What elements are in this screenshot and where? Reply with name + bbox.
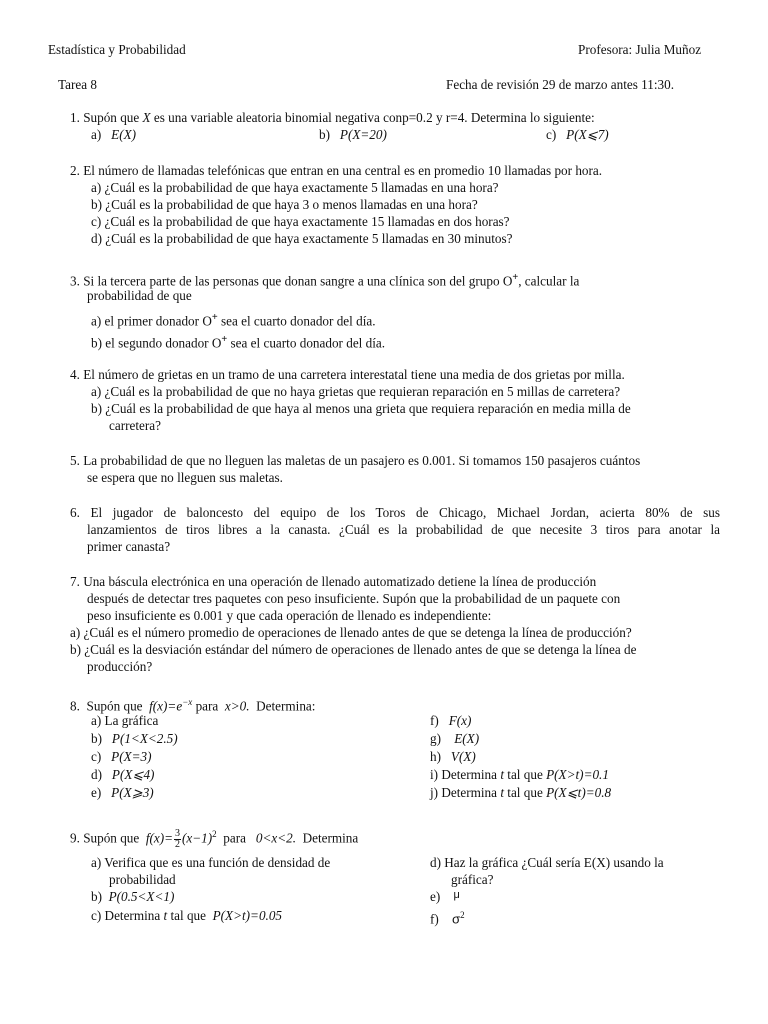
question-1-stem: 1. Supón que X es una variable aleatoria binomial negativa conp=0.2 y r=4. Determina lo siguiente: [70, 110, 595, 125]
question-2-item-b: b) ¿Cuál es la probabilidad de que haya 3 o menos llamadas en una hora? [91, 197, 478, 212]
question-5-stem-cont: se espera que no lleguen sus maletas. [87, 470, 283, 485]
question-8-item-h: h) V(X) [430, 749, 476, 764]
question-2-item-c: c) ¿Cuál es la probabilidad de que haya exactamente 15 llamadas en dos horas? [91, 214, 510, 229]
question-8-item-j: j) Determina t tal que P(X⩽t)=0.8 [430, 785, 612, 800]
question-9-item-f: f) $\sigma^2$ [430, 910, 465, 927]
question-7-item-b-cont: producción? [87, 659, 153, 674]
question-1-item-b: b) P(X=20) [319, 127, 387, 142]
question-2-item-d: d) ¿Cuál es la probabilidad de que haya exactamente 5 llamadas en 30 minutos? [91, 231, 513, 246]
question-8-item-d: d) P(X⩽4) [91, 767, 155, 782]
question-8-item-c: c) P(X=3) [91, 749, 152, 764]
question-2-stem: 2. El número de llamadas telefónicas que entran en una central es en promedio 10 llamadas por hora. [70, 163, 603, 178]
fraction-three-halves: $\frac{3}{2}$ [175, 827, 181, 850]
question-2-item-a: a) ¿Cuál es la probabilidad de que haya exactamente 5 llamadas en una hora? [91, 180, 499, 195]
assignment-title: Tarea 8 [58, 77, 97, 92]
question-8-stem: 8. Supón que $f(x)=e^{-x}$ para x>0. Determina: [70, 697, 316, 714]
question-9-item-d-cont: gráfica? [451, 872, 494, 887]
question-7-item-a: a) ¿Cuál es el número promedio de operaciones de llenado antes de que se detenga la línea de producción? [70, 625, 632, 640]
question-6-line-1: 6. El jugador de baloncesto del equipo de los Toros de Chicago, Michael Jordan, acierta 80% de sus [70, 505, 720, 520]
question-8-item-a: a) La gráfica [91, 713, 159, 728]
question-3-item-b: b) el segundo donador O+ sea el cuarto donador del día. [91, 334, 386, 351]
due-date: Fecha de revisión 29 de marzo antes 11:30. [446, 77, 675, 92]
question-8-item-b: b) P(1<X<2.5) [91, 731, 178, 746]
question-3-item-a: a) el primer donador O+ sea el cuarto donador del día. [91, 312, 376, 329]
course-title: Estadística y Probabilidad [48, 42, 186, 57]
question-3-stem-cont: probabilidad de que [87, 288, 192, 303]
question-4-item-b-cont: carretera? [109, 418, 161, 433]
question-5-stem: 5. La probabilidad de que no lleguen las maletas de un pasajero es 0.001. Si tomamos 150 pasajeros cuántos [70, 453, 641, 468]
question-8-item-f: f) F(x) [430, 713, 472, 728]
teacher-name: Profesora: Julia Muñoz [578, 42, 702, 57]
question-6-line-2: lanzamientos de tiros libres a la canasta. ¿Cuál es la probabilidad de que necesite 3 tiros para anotar la [87, 522, 720, 537]
question-9-item-a-cont: probabilidad [109, 872, 176, 887]
question-7-line-3: peso insuficiente es 0.001 y que cada operación de llenado es independiente: [87, 608, 492, 623]
question-9-item-a: a) Verifica que es una función de densidad de [91, 855, 331, 870]
question-9-item-d: d) Haz la gráfica ¿Cuál sería E(X) usando la [430, 855, 664, 870]
question-7-item-b: b) ¿Cuál es la desviación estándar del número de operaciones de llenado antes de que se detenga la línea de [70, 642, 637, 657]
question-9-stem: 9. Supón que f(x)= $\frac{3}{2}$ $(x-1)^2$ para 0<x<2. Determina [70, 827, 359, 850]
question-4-item-b: b) ¿Cuál es la probabilidad de que haya al menos una grieta que requiera reparación en media milla de [91, 401, 631, 416]
question-9-item-b: b) P(0.5<X<1) [91, 889, 175, 904]
question-7-line-1: 7. Una báscula electrónica en una operación de llenado automatizado detiene la línea de producción [70, 574, 597, 589]
question-7-line-2: después de detectar tres paquetes con peso insuficiente. Supón que la probabilidad de un paquete con [87, 591, 621, 606]
question-4-item-a: a) ¿Cuál es la probabilidad de que no haya grietas que requieran reparación en 5 millas de carretera? [91, 384, 621, 399]
question-1-item-c: c) P(X⩽7) [546, 127, 609, 142]
question-1-item-a: a) E(X) [91, 127, 137, 142]
question-4-stem: 4. El número de grietas en un tramo de una carretera interestatal tiene una media de dos grietas por milla. [70, 367, 625, 382]
question-9-item-c: c) Determina t tal que P(X>t)=0.05 [91, 908, 283, 923]
question-8-item-e: e) P(X⩾3) [91, 785, 154, 800]
question-9-item-e: e) $^\mu$ [430, 889, 460, 904]
question-6-line-3: primer canasta? [87, 539, 171, 554]
question-8-item-g: g) E(X) [430, 731, 480, 746]
question-3-stem: 3. Si la tercera parte de las personas que donan sangre a una clínica son del grupo O+, calcular la [70, 272, 580, 289]
question-8-item-i: i) Determina t tal que P(X>t)=0.1 [430, 767, 609, 782]
